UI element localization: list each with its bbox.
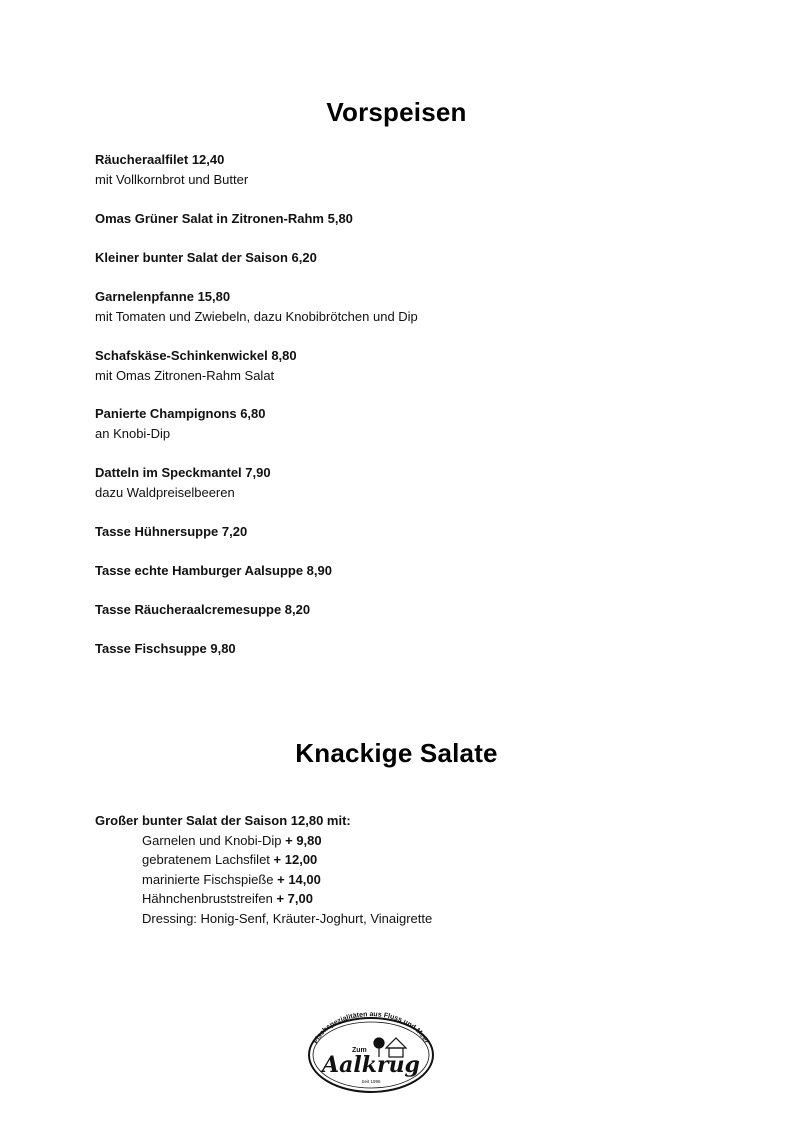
menu-item [95,561,735,581]
menu-item-title: Schafskäse-Schinkenwickel 8,80 [95,348,297,363]
logo-since-text: Seit 1996 [361,1079,381,1084]
menu-item-desc: mit Omas Zitronen-Rahm Salat [95,367,275,383]
salad-option [95,889,735,909]
section-heading-salate: Knackige Salate [295,738,498,768]
salad-option-price: + 9,80 [285,832,322,848]
salad-main-title: Großer bunter Salat der Saison 12,80 mit: [95,813,351,828]
menu-item [95,150,735,189]
salad-option [95,831,735,851]
logo-zum-text: Zum [352,1047,367,1054]
menu-item [95,639,735,659]
aalkrug-logo [304,1003,438,1095]
menu-item [95,346,735,385]
menu-item [95,404,735,443]
section-heading-vorspeisen: Vorspeisen [326,97,467,127]
salad-option-label: Hähnchenbruststreifen [142,891,273,906]
menu-item [95,600,735,620]
menu-item [95,209,735,229]
menu-item-desc: an Knobi-Dip [95,425,171,441]
menu-item-title: Tasse Räucheraalcremesuppe 8,20 [95,602,311,617]
salad-option-label: marinierte Fischspieße [142,871,274,887]
menu-item-title: Omas Grüner Salat in Zitronen-Rahm 5,80 [95,211,353,226]
menu-item-desc: mit Tomaten und Zwiebeln, dazu Knobibrötchen und Dip [95,308,418,324]
salad-option-price: + 7,00 [276,891,313,906]
menu-item-title: Tasse echte Hamburger Aalsuppe 8,90 [95,563,332,578]
menu-item [95,287,735,326]
menu-item-title: Tasse Hühnersuppe 7,20 [95,524,248,539]
salad-dressing: Dressing: Honig-Senf, Kräuter-Joghurt, Vinaigrette [142,910,433,926]
logo-name-text: Aalkrug [322,1052,420,1078]
menu-item-title: Tasse Fischsuppe 9,80 [95,641,236,656]
menu-item-title: Garnelenpfanne 15,80 [95,289,231,304]
salad-option [95,850,735,870]
salad-option-price: + 12,00 [273,852,318,867]
menu-item-title: Räucheraalfilet 12,40 [95,152,225,167]
salad-block [95,811,735,928]
salad-option-price: + 14,00 [277,871,321,887]
menu-item-title: Panierte Champignons 6,80 [95,406,266,421]
menu-item-title: Kleiner bunter Salat der Saison 6,20 [95,250,317,265]
menu-item-title: Datteln im Speckmantel 7,90 [95,465,271,480]
salad-option-label: Garnelen und Knobi-Dip [142,832,282,848]
logo-arc-text: Fischspezialitäten aus Fluss und Meer [312,1011,430,1045]
menu-item [95,463,735,502]
salad-option-label: gebratenem Lachsfilet [142,852,270,867]
menu-item [95,522,735,542]
menu-item-desc: mit Vollkornbrot und Butter [95,171,249,187]
menu-item [95,248,735,268]
salad-option [95,870,735,890]
menu-item-desc: dazu Waldpreiselbeeren [95,484,235,500]
